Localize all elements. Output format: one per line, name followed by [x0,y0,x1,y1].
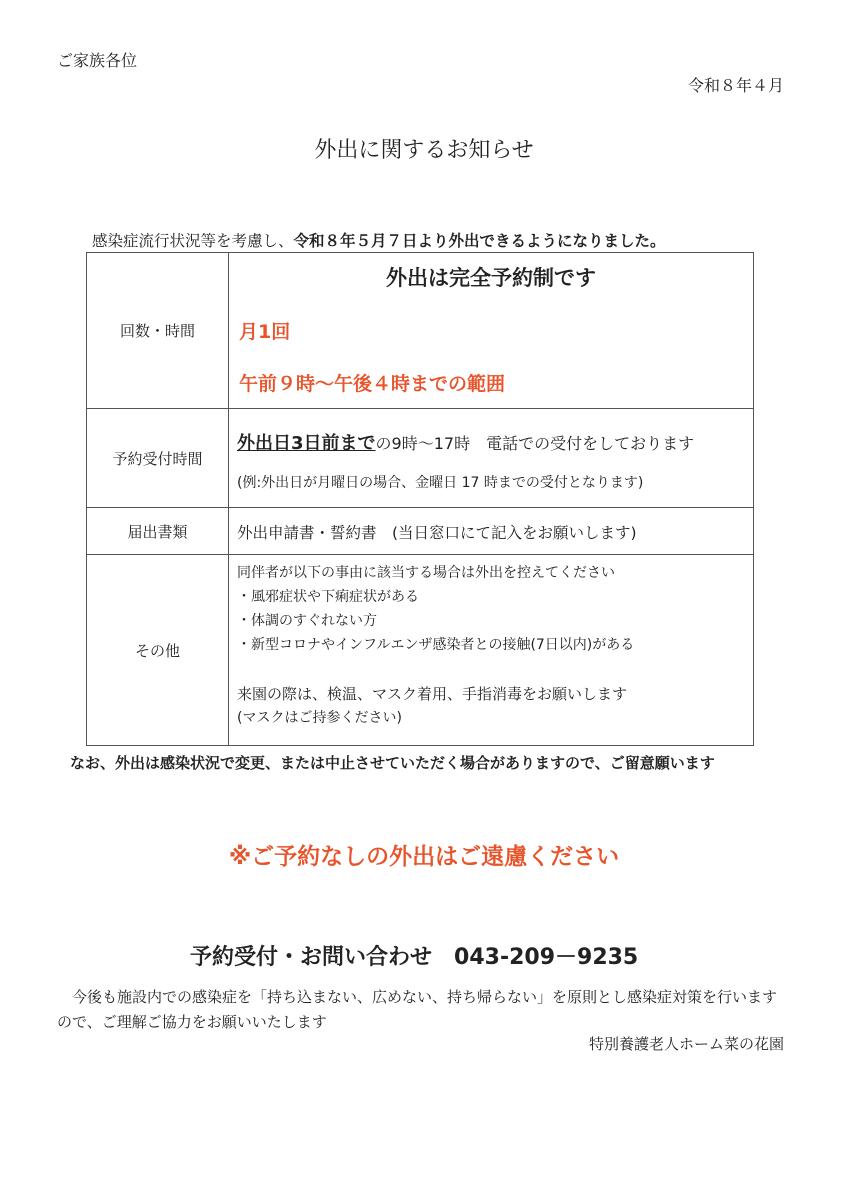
intro-line [92,229,666,251]
reservation-hours [237,429,694,455]
table-row-reservation [87,409,753,508]
intro-bold-date: 令和８年５月７日より外出できるようになりました。 [293,232,666,250]
content-documents [229,508,753,554]
documents-text: 外出申請書・誓約書 (当日窓口にて記入をお願いします) [237,524,637,542]
time-range-text: 午前９時～午後４時までの範囲 [239,373,506,395]
content-other [229,555,753,745]
contact-label: 予約受付・お問い合わせ [190,945,433,970]
table-row-frequency [87,253,753,409]
facility-signature: 特別養護老人ホーム菜の花園 [588,1035,784,1053]
closing-line: 今後も施設内での感染症を「持ち込まない、広めない、持ち帰らない」を原則とし感染症対策を行います [72,988,778,1006]
table-row-documents [87,508,753,555]
change-notice: なお、外出は感染状況で変更、または中止させていただく場合がありますので、ご留意願います [70,754,715,772]
content-reservation [229,409,753,507]
label-reservation: 予約受付時間 [87,409,229,507]
label-frequency: 回数・時間 [87,253,229,408]
intro-prefix: 感染症流行状況等を考慮し、 [92,232,294,250]
other-line: 来園の際は、検温、マスク着用、手指消毒をお願いします [237,685,628,703]
other-line: ・体調のすぐれない方 [237,613,377,629]
notice-table [86,252,754,746]
label-other: その他 [87,555,229,745]
frequency-text: 月1回 [239,321,291,343]
content-frequency [229,253,753,408]
reservation-example: (例:外出日が月曜日の場合、金曜日 17 時までの受付となります) [237,475,644,491]
reservation-hours-rest: の9時～17時 電話での受付をしております [375,434,695,453]
salutation: ご家族各位 [57,51,138,70]
label-documents: 届出書類 [87,508,229,554]
notice-date: 令和８年４月 [687,76,784,95]
closing-line: ので、ご理解ご協力をお願いいたします [57,1013,327,1031]
contact-line [190,940,638,971]
other-line: ・風邪症状や下痢症状がある [237,589,419,605]
other-line: ・新型コロナやインフルエンザ感染者との接触(7日以内)がある [237,637,635,653]
other-line: 同伴者が以下の事由に該当する場合は外出を控えてください [237,565,615,581]
other-line: (マスクはご持参ください) [237,710,402,726]
deadline-underlined: 外出日3日前まで [237,433,376,454]
reservation-only-heading: 外出は完全予約制です [386,266,596,290]
no-reservation-warning: ※ご予約なしの外出はご遠慮ください [228,844,620,870]
notice-title: 外出に関するお知らせ [314,138,534,163]
table-row-other [87,555,753,745]
contact-phone: 043-209－9235 [454,945,639,970]
